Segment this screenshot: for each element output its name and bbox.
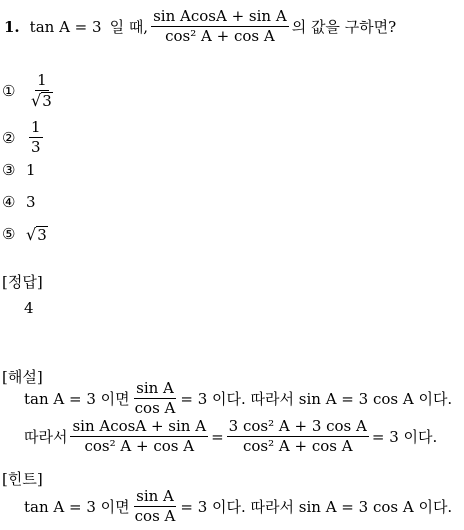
question-tail: 의 값을 구하면? — [291, 18, 397, 36]
choice-marker: ③ — [2, 161, 16, 179]
choice-3[interactable] — [2, 161, 36, 179]
choice-4-value: 3 — [26, 193, 36, 211]
explanation-line-2-denominator-2: cos² A + cos A — [242, 437, 353, 455]
choice-1-sqrt: √ 3 — [31, 91, 52, 110]
hint-line-denominator: cos A — [134, 507, 176, 525]
question-connector: 일 때, — [109, 18, 149, 36]
choice-marker: ④ — [2, 193, 16, 211]
hint-label: [힌트] — [2, 470, 43, 488]
explanation-line-1-fraction — [133, 380, 178, 417]
answer-value: 4 — [24, 299, 34, 317]
choice-1-radicand: 3 — [42, 92, 52, 110]
explanation-line-2-denominator-1: cos² A + cos A — [84, 437, 195, 455]
explanation-line-1-numerator: sin A — [136, 379, 174, 397]
explanation-line-2 — [24, 418, 437, 455]
hint-line-post: = 3 이다. 따라서 sin A = 3 cos A 이다. — [180, 498, 453, 516]
choice-1-fraction — [29, 72, 55, 110]
hint-line — [24, 488, 452, 525]
explanation-line-2-numerator-1: sin AcosA + sin A — [72, 417, 207, 435]
explanation-line-1 — [24, 380, 452, 417]
explanation-line-2-equals: = — [211, 427, 224, 446]
answer-label: [정답] — [2, 273, 43, 291]
choice-2-numerator: 1 — [31, 118, 41, 136]
choice-3-value: 1 — [26, 161, 36, 179]
choice-marker: ⑤ — [2, 225, 16, 243]
explanation-line-1-denominator: cos A — [134, 399, 176, 417]
hint-line-pre: tan A = 3 이면 — [24, 498, 130, 516]
hint-line-fraction — [133, 488, 178, 525]
choice-5[interactable] — [2, 225, 48, 243]
explanation-line-1-pre: tan A = 3 이면 — [24, 390, 130, 408]
question — [4, 8, 396, 45]
choice-5-radicand: 3 — [37, 225, 47, 244]
choice-1[interactable] — [2, 72, 58, 110]
choice-4[interactable] — [2, 193, 36, 211]
explanation-label: [해설] — [2, 368, 43, 386]
choice-1-numerator: 1 — [37, 71, 47, 89]
explanation-line-2-fraction-1 — [70, 418, 208, 455]
hint-line-numerator: sin A — [136, 487, 174, 505]
explanation-line-1-post: = 3 이다. 따라서 sin A = 3 cos A 이다. — [180, 390, 453, 408]
choice-marker: ① — [2, 82, 16, 100]
question-number: 1. — [4, 17, 20, 36]
choice-2-denominator: 3 — [31, 138, 41, 156]
choice-2[interactable] — [2, 119, 46, 156]
question-fraction — [151, 8, 289, 45]
choice-2-fraction — [29, 119, 43, 156]
explanation-line-2-pre: 따라서 — [24, 428, 68, 446]
question-fraction-numerator: sin AcosA + sin A — [153, 7, 287, 25]
explanation-line-2-post: = 3 이다. — [371, 428, 438, 446]
choice-marker: ② — [2, 128, 16, 147]
explanation-line-2-numerator-2: 3 cos² A + 3 cos A — [228, 417, 367, 435]
question-condition: tan A = 3 — [29, 17, 102, 36]
question-fraction-denominator: cos² A + cos A — [165, 27, 275, 45]
explanation-line-2-fraction-2 — [227, 418, 369, 455]
choice-5-sqrt: √ 3 — [26, 224, 47, 244]
